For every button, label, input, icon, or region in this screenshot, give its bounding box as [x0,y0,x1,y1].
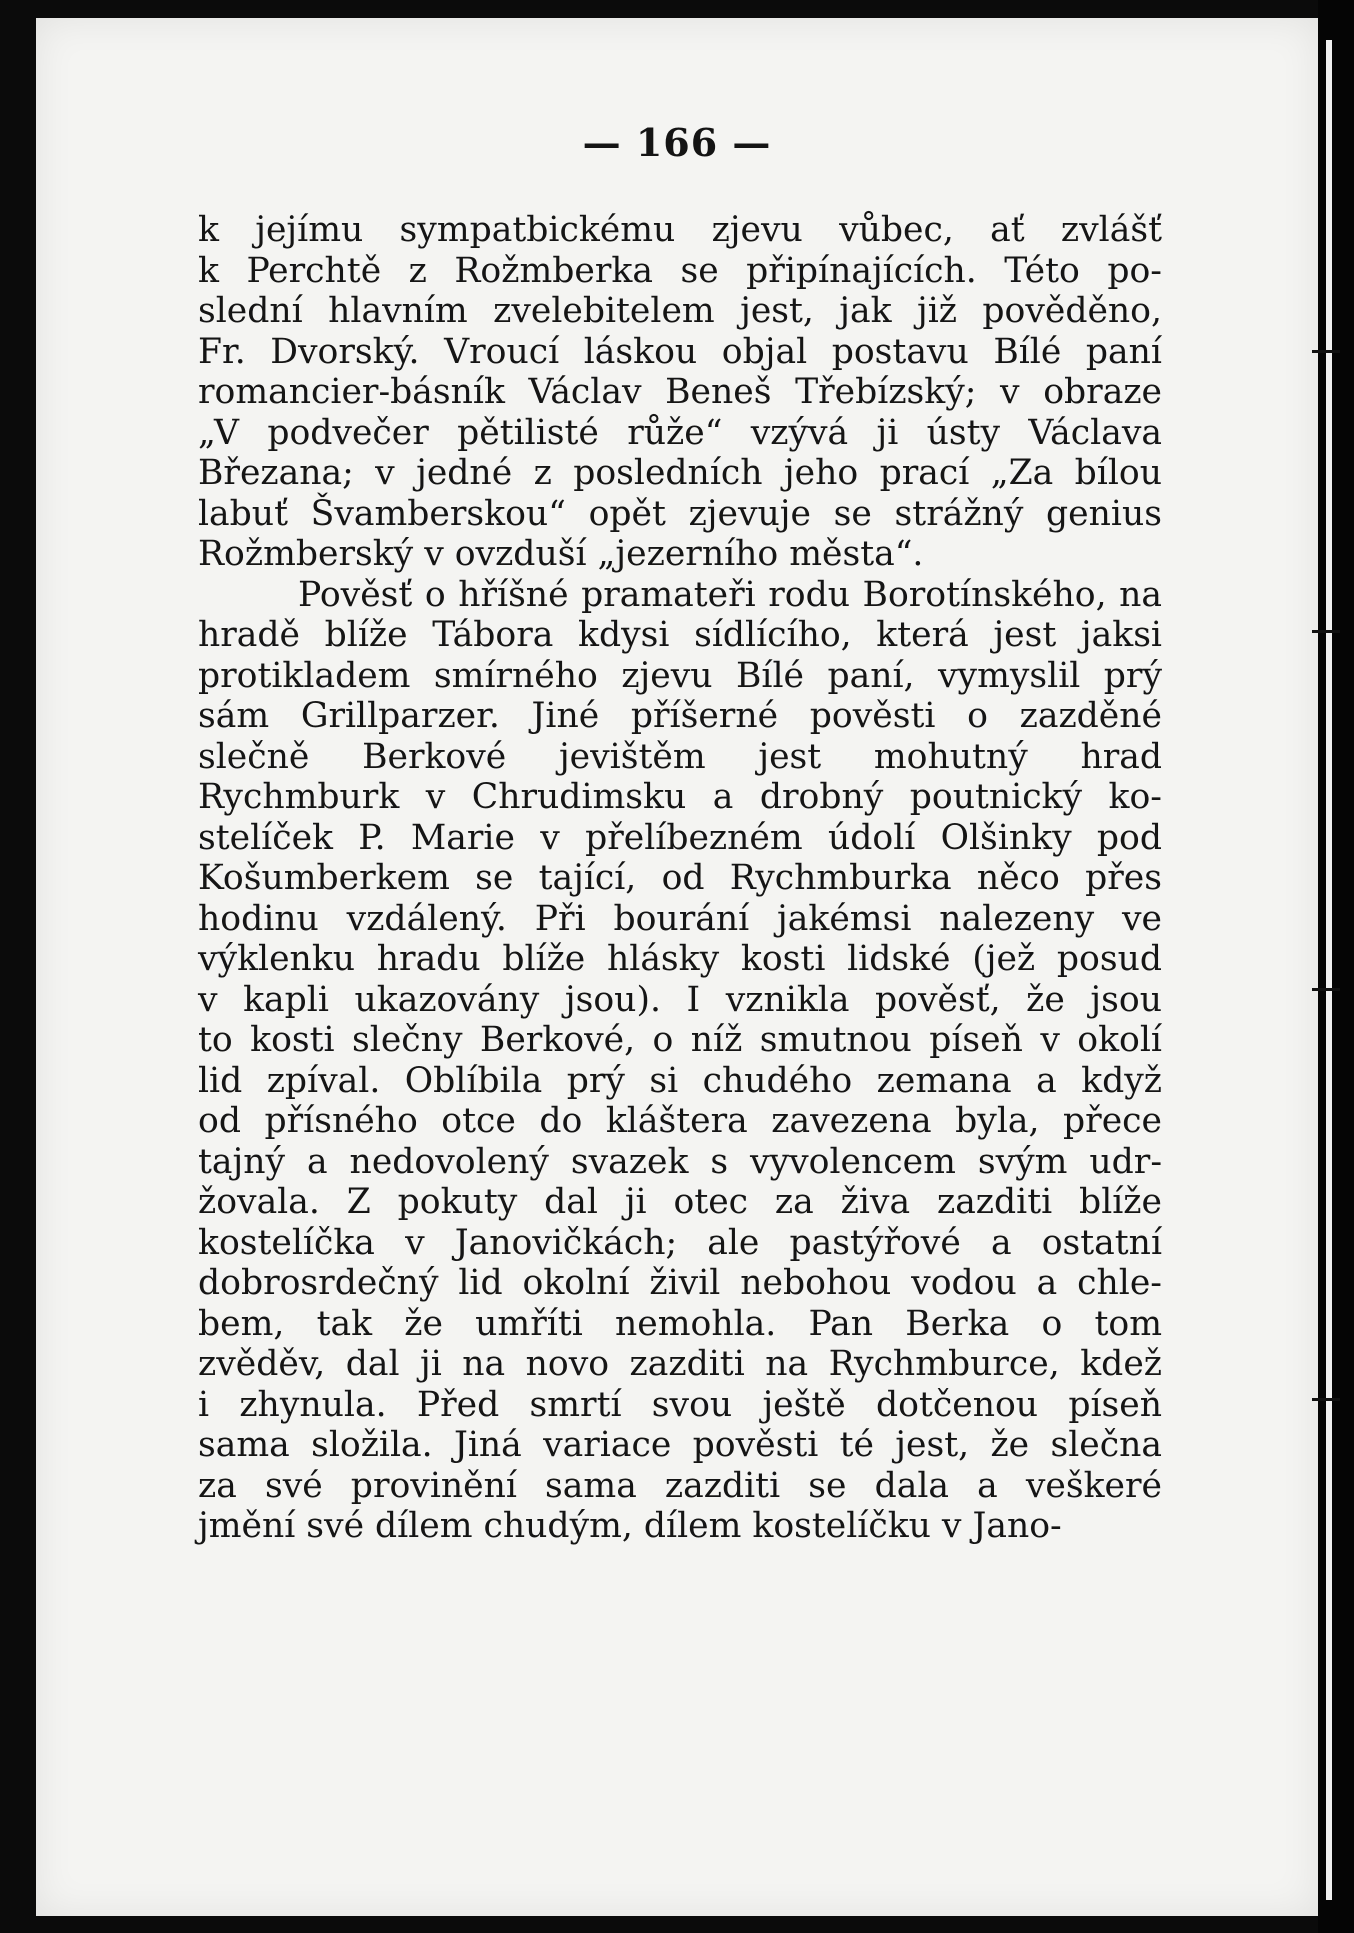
text-line: sám Grillparzer. Jiné příšerné pověsti o zazděné [198,696,1162,736]
text-line: i zhynula. Před smrtí svou ještě dotčenou píseň [198,1384,1162,1425]
text-line: tajný a nedovolený svazek s vyvolencem svým udr- [198,1141,1162,1182]
scan-spine-mark [1312,1398,1340,1401]
body-text [198,210,1162,1547]
text-line: hradě blíže Tábora kdysi sídlícího, která jest jaksi [198,615,1162,655]
text-line: od přísného otce do kláštera zavezena byla, přece [198,1101,1162,1141]
text-line: zvěděv, dal ji na novo zazditi na Rychmburce, kdež [198,1344,1162,1384]
text-line: slední hlavním zvelebitelem jest, jak již pověděno, [198,291,1162,331]
text-line: romancier-básník Václav Beneš Třebízský; v obraze [198,372,1162,412]
text-line: hodinu vzdálený. Při bourání jakémsi nalezeny ve [198,898,1162,939]
text-line: bem, tak že umříti nemohla. Pan Berka o tom [198,1303,1162,1344]
text-line: slečně Berkové jevištěm jest mohutný hrad [198,736,1162,777]
text-line: Pověsť o hříšné pramateři rodu Borotínského, na [298,574,1162,615]
text-line: protikladem smírného zjevu Bílé paní, vymyslil prý [198,655,1162,696]
text-line: to kosti slečny Berkové, o níž smutnou píseň v okolí [198,1020,1162,1060]
text-line: Březana; v jedné z posledních jeho prací „Za bílou [198,453,1162,493]
text-line: Rožmberský v ovzduší „jezerního města“. [198,534,924,574]
scan-edge [1318,0,1354,1933]
scan-spine-mark [1312,350,1340,353]
text-line: kostelíčka v Janovičkách; ale pastýřové a ostatní [198,1222,1162,1263]
text-line: lid zpíval. Oblíbila prý si chudého zemana a když [198,1060,1162,1101]
scan-spine-mark [1312,630,1340,633]
text-line: jmění své dílem chudým, dílem kostelíčku v Jano- [198,1506,1062,1546]
text-line: v kapli ukazovány jsou). I vznikla pověsť, že jsou [198,979,1162,1020]
scan-spine-line [1326,40,1332,1900]
text-line: Košumberkem se tající, od Rychmburka něco přes [198,858,1162,898]
text-line: Fr. Dvorský. Vroucí láskou objal postavu Bílé paní [198,331,1162,372]
text-line: k Perchtě z Rožmberka se připínajících. Této po- [198,250,1162,291]
text-line: žovala. Z pokuty dal ji otec za živa zazditi blíže [198,1182,1162,1222]
scan-spine-mark [1312,988,1340,991]
text-line: k jejímu sympatbickému zjevu vůbec, ať zvlášť [198,210,1162,250]
text-line: labuť Švamberskou“ opět zjevuje se strážný genius [198,493,1162,534]
text-line: výklenku hradu blíže hlásky kosti lidské (jež posud [198,939,1162,979]
text-line: za své provinění sama zazditi se dala a veškeré [198,1465,1162,1506]
text-line: Rychmburk v Chrudimsku a drobný poutnický ko- [198,777,1162,817]
text-line: „V podvečer pětilisté růže“ vzývá ji ústy Václava [198,412,1162,453]
text-line: sama složila. Jiná variace pověsti té jest, že slečna [198,1425,1162,1465]
page-number: — 166 — [582,120,772,165]
text-line: stelíček P. Marie v přelíbezném údolí Olšinky pod [198,817,1162,858]
text-line: dobrosrdečný lid okolní živil nebohou vodou a chle- [198,1263,1162,1303]
